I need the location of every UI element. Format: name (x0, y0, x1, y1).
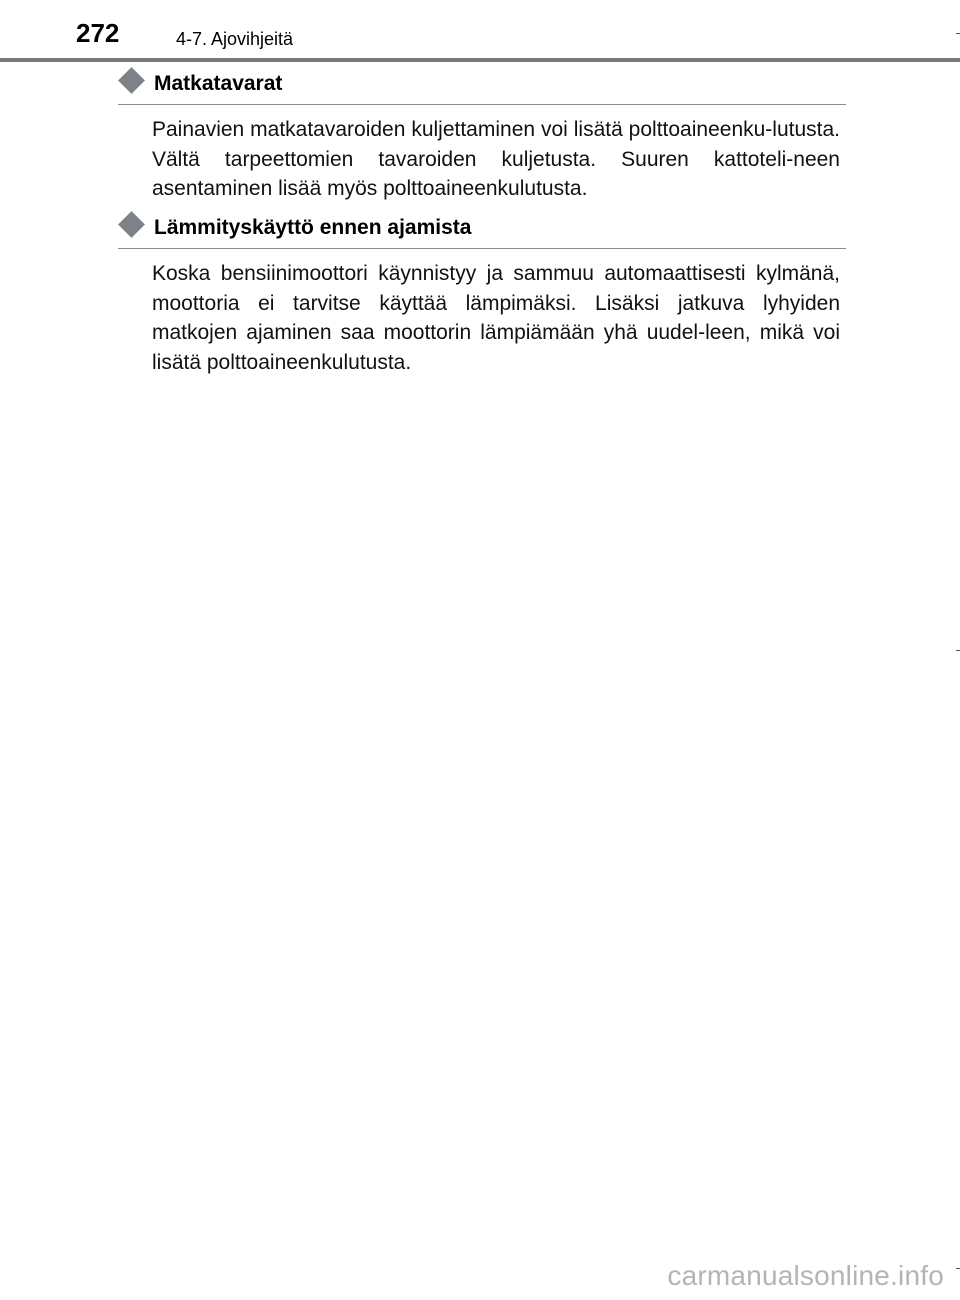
section-body: Painavien matkatavaroiden kuljettaminen voi lisätä polttoaineenku-lutusta. Vältä tarpeettomien tavaroiden kuljetusta. Suuren kattoteli-neen asentaminen lisää myös polttoaineenkulutusta. (152, 118, 840, 200)
page-header (0, 0, 960, 64)
section-lammityskaytto (118, 208, 846, 377)
section-heading (118, 208, 846, 249)
diamond-bullet-icon (118, 67, 145, 94)
crop-mark (956, 650, 960, 651)
section-title: Matkatavarat (154, 72, 283, 95)
diamond-bullet-icon (118, 211, 145, 238)
section-body: Koska bensiinimoottori käynnistyy ja sammuu automaattisesti kylmänä, moottoria ei tarvitse käyttää lämpimäksi. Lisäksi jatkuva lyhyiden matkojen ajaminen saa moottorin lämpiämään yhä uudel-leen, mikä voi lisätä polttoaineenkulutusta. (152, 262, 840, 374)
header-divider (0, 58, 960, 62)
section-heading (118, 64, 846, 105)
page-number: 272 (76, 18, 120, 48)
watermark: carmanualsonline.info (667, 1260, 944, 1291)
section-matkatavarat (118, 64, 846, 204)
crop-mark (956, 1268, 960, 1269)
chapter-title: 4-7. Ajovihjeitä (176, 29, 294, 49)
crop-mark (956, 33, 960, 34)
section-title: Lämmityskäyttö ennen ajamista (154, 216, 472, 239)
